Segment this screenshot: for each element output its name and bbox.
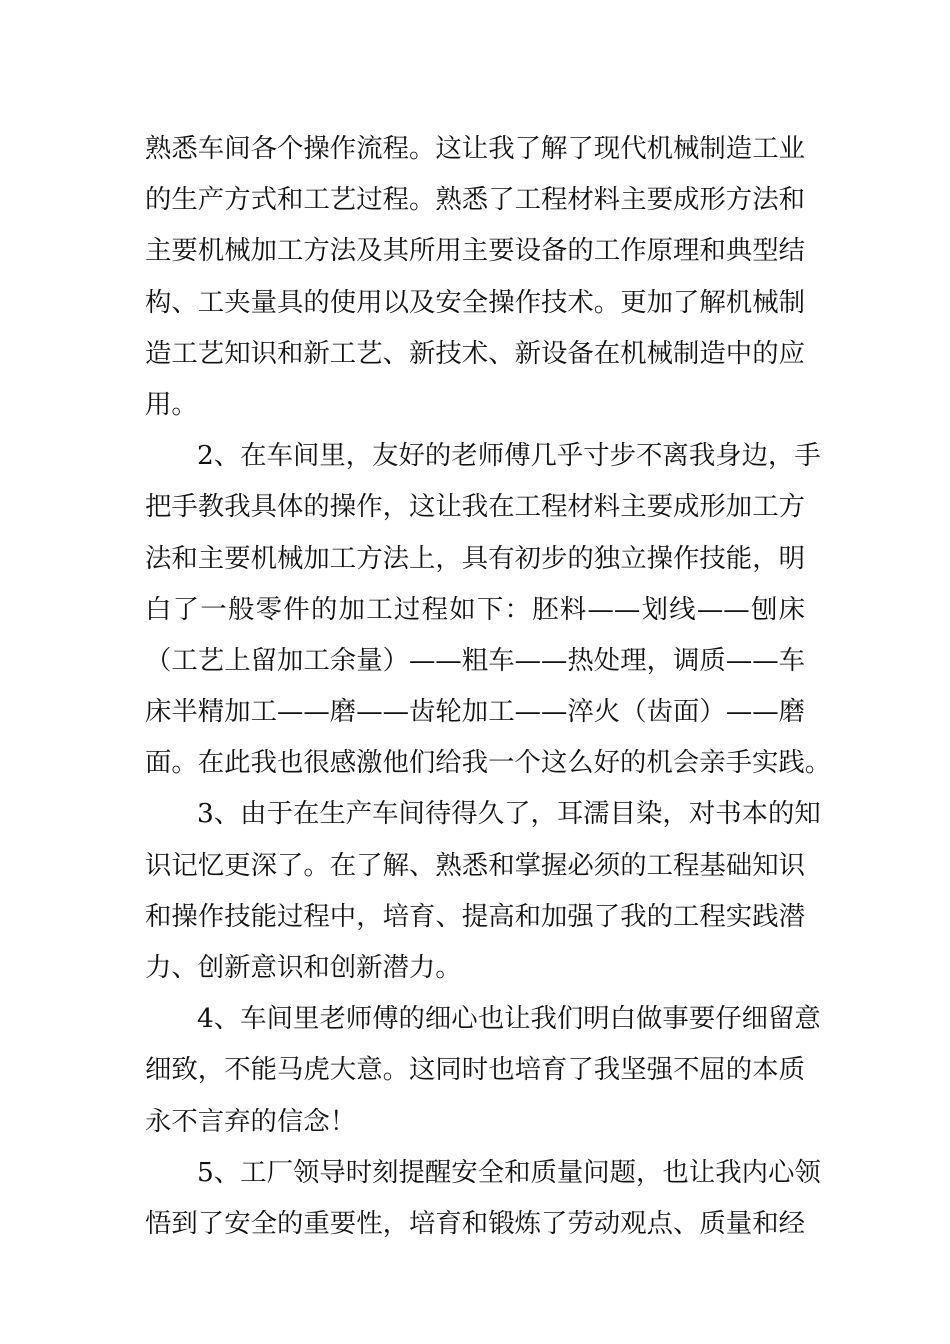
text-line: 面。在此我也很感激他们给我一个这么好的机会亲手实践。 [145,747,832,779]
text-line: 永不言弃的信念！ [145,1105,357,1137]
paragraph-item-4 [145,993,821,1147]
text-line: 熟悉车间各个操作流程。这让我了解了现代机械制造工业 [145,133,805,164]
paragraph-item-2 [145,430,832,788]
text-line: 5、工厂领导时刻提醒安全和质量问题，也让我内心领 [197,1156,821,1188]
text-line: 悟到了安全的重要性，培育和锻炼了劳动观点、质量和经 [145,1207,805,1239]
paragraph-item-3 [145,788,821,993]
text-line: 用。 [145,388,198,420]
document-body [145,123,832,1249]
paragraph-continuation [145,123,805,430]
paragraph-item-5 [145,1147,821,1249]
text-line: 把手教我具体的操作，这让我在工程材料主要成形加工方 [145,491,805,523]
text-line: 3、由于在生产车间待得久了，耳濡目染，对书本的知 [197,798,821,830]
text-line: 床半精加工——磨——齿轮加工——淬火（齿面）——磨 [145,696,805,728]
text-line: 造工艺知识和新工艺、新技术、新设备在机械制造中的应 [145,337,805,369]
text-line: 构、工夹量具的使用以及安全操作技术。更加了解机械制 [145,286,805,318]
text-line: 和操作技能过程中，培育、提高和加强了我的工程实践潜 [145,900,805,932]
text-line: （工艺上留加工余量）——粗车——热处理，调质——车 [145,644,805,676]
text-line: 4、车间里老师傅的细心也让我们明白做事要仔细留意 [197,1003,821,1035]
text-line: 主要机械加工方法及其所用主要设备的工作原理和典型结 [145,235,805,267]
text-line: 的生产方式和工艺过程。熟悉了工程材料主要成形方法和 [145,184,805,216]
text-line: 2、在车间里，友好的老师傅几乎寸步不离我身边，手 [197,440,821,472]
text-line: 白了一般零件的加工过程如下：胚料——划线——刨床 [145,593,805,625]
text-line: 识记忆更深了。在了解、熟悉和掌握必须的工程基础知识 [145,849,805,881]
text-line: 力、创新意识和创新潜力。 [145,952,462,983]
text-line: 细致，不能马虎大意。这同时也培育了我坚强不屈的本质 [145,1054,805,1086]
text-line: 法和主要机械加工方法上，具有初步的独立操作技能，明 [145,542,805,574]
